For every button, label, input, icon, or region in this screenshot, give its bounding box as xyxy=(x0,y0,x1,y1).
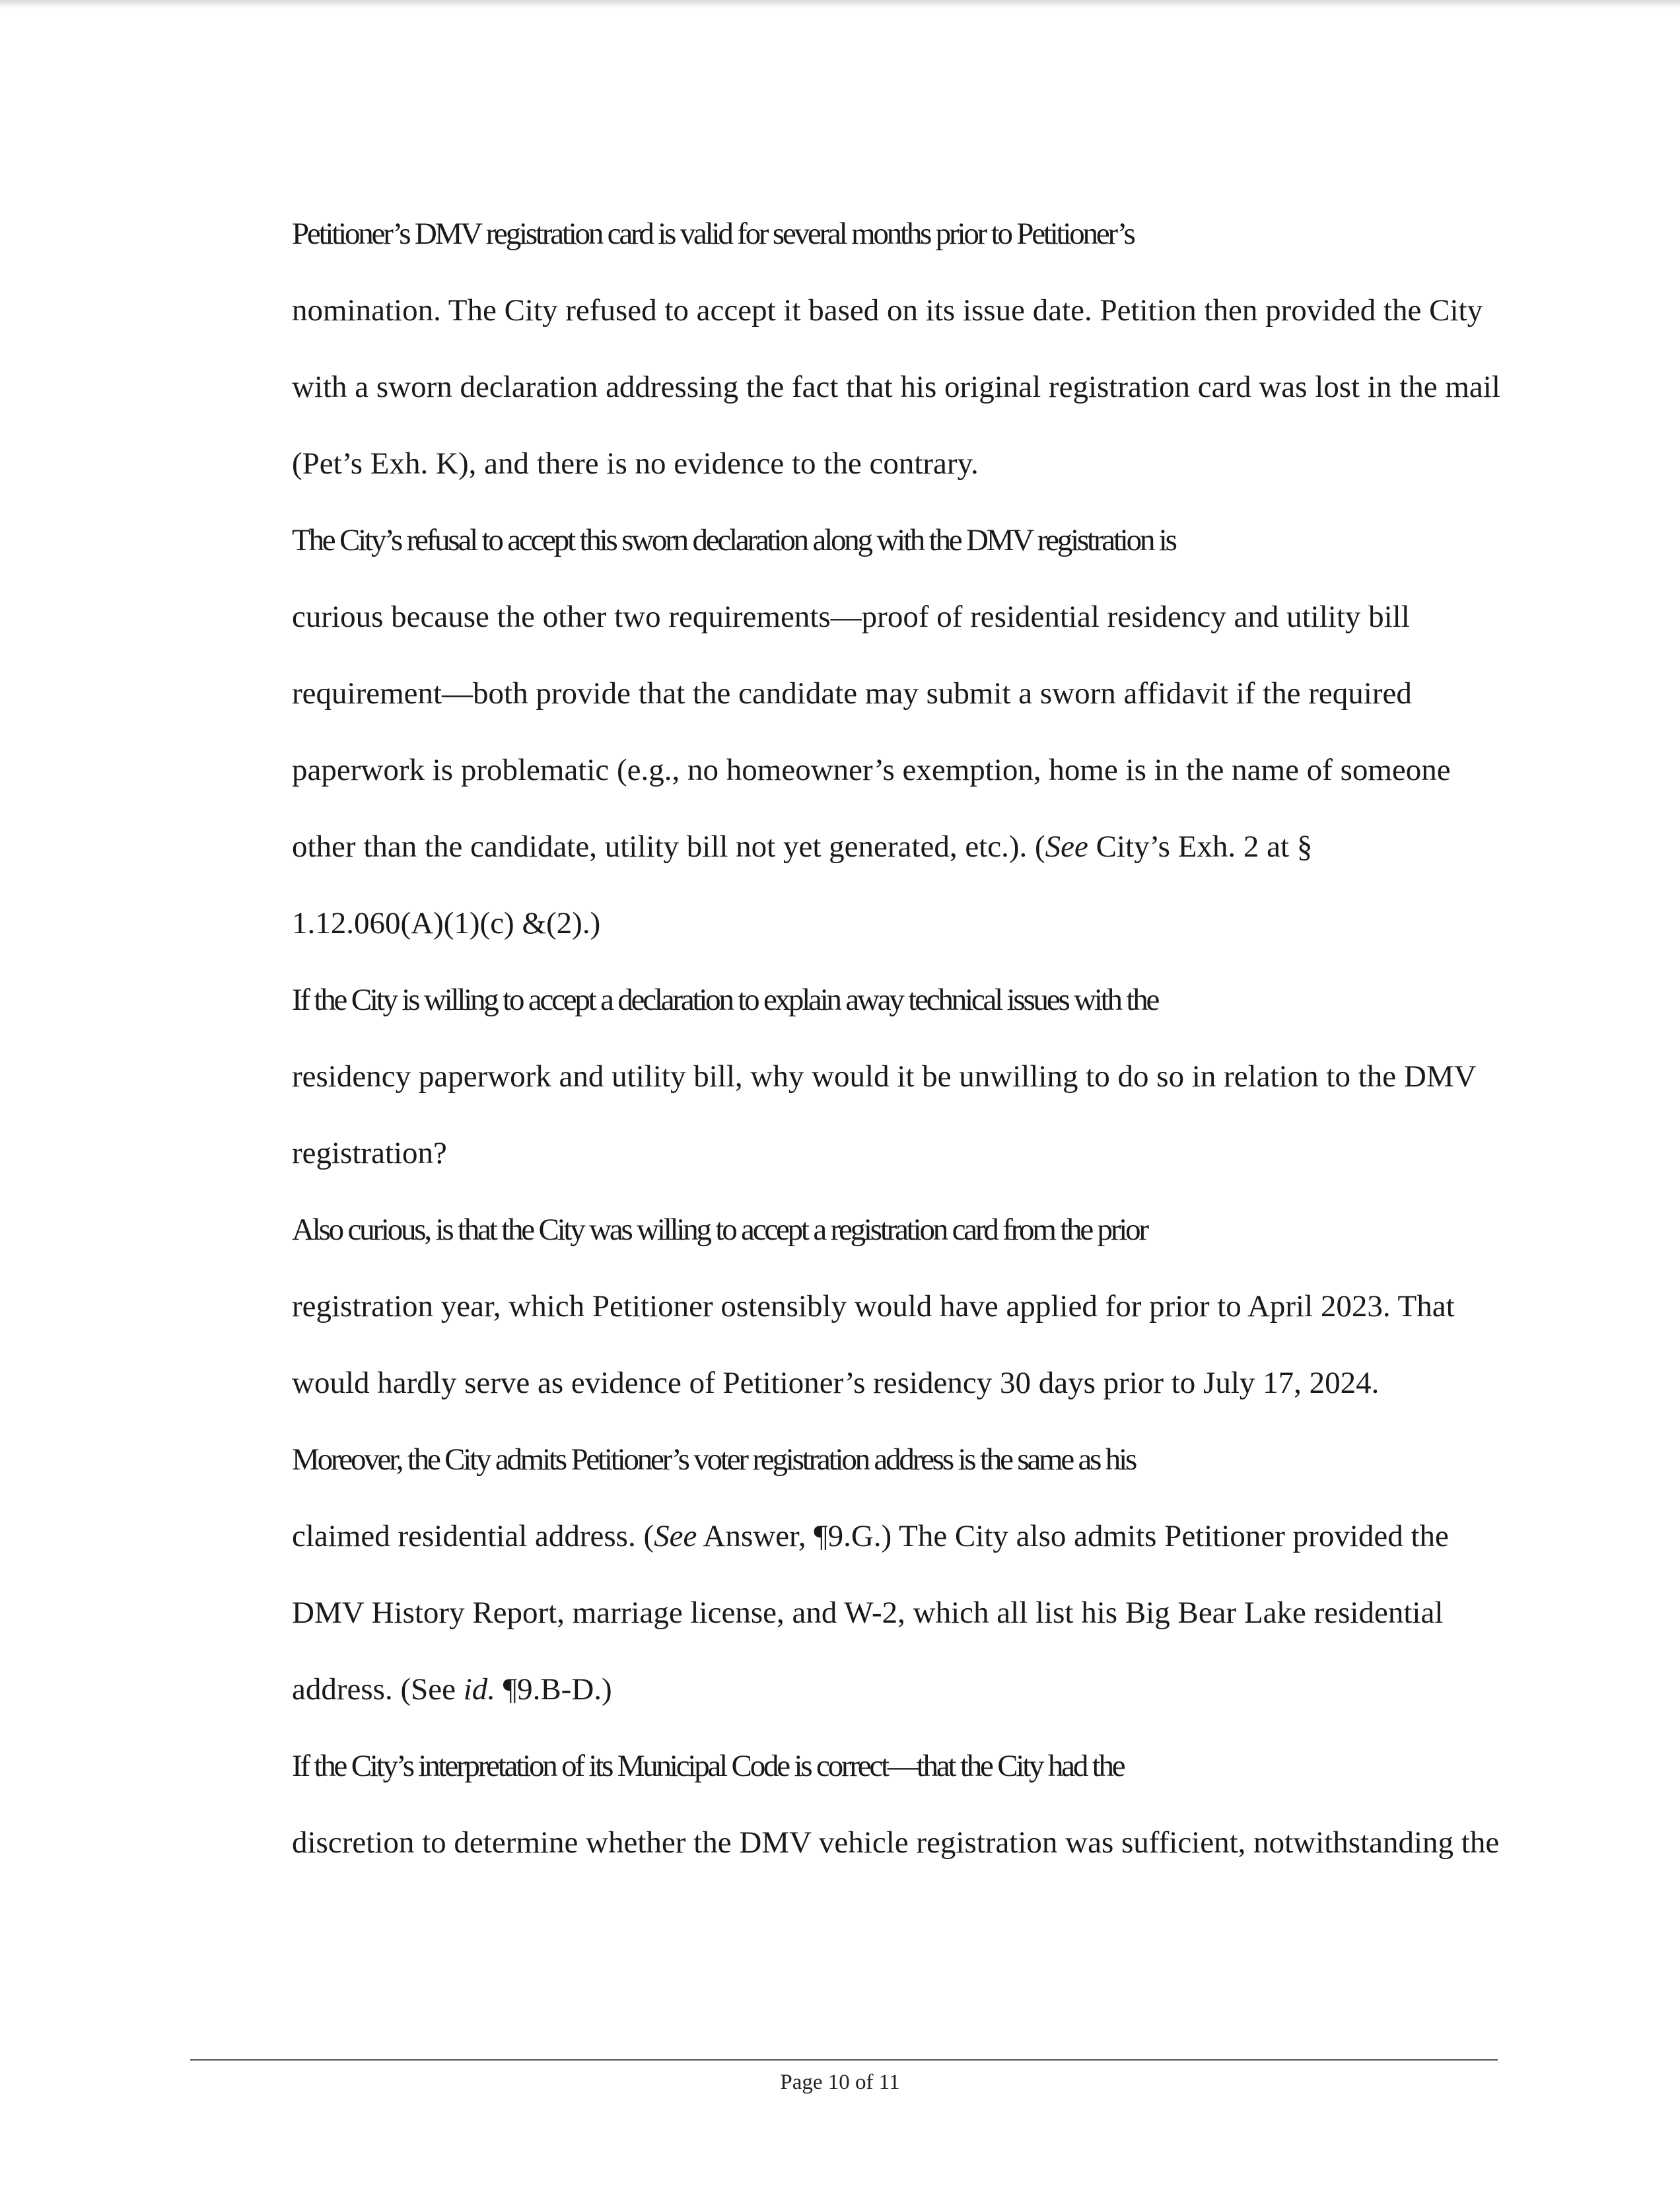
text-line: registration year, which Petitioner ostensibly would have applied for prior to April 2023. That xyxy=(292,1289,1455,1323)
text-line: Petitioner’s DMV registration card is valid for several months prior to Petitioner’s xyxy=(292,217,1134,251)
text-line: registration? xyxy=(292,1136,447,1170)
text-line: DMV History Report, marriage license, and W-2, which all list his Big Bear Lake residential xyxy=(292,1596,1444,1630)
text-line: discretion to determine whether the DMV vehicle registration was sufficient, notwithstanding the xyxy=(292,1825,1500,1860)
document-body xyxy=(192,195,1506,1881)
citation-signal: See xyxy=(1045,829,1088,864)
paragraph-municipal-code xyxy=(192,1728,1506,1881)
text-line: paperwork is problematic (e.g., no homeowner’s exemption, home is in the name of someone xyxy=(292,753,1451,787)
paragraph-dmv-registration xyxy=(192,195,1506,502)
scan-top-edge xyxy=(0,0,1680,9)
text-line: Also curious, is that the City was willing to accept a registration card from the prior xyxy=(292,1213,1147,1247)
text-line: If the City is willing to accept a declaration to explain away technical issues with the xyxy=(292,983,1158,1017)
paragraph-voter-registration xyxy=(192,1421,1506,1728)
text-line: with a sworn declaration addressing the fact that his original registration card was lost in the mail xyxy=(292,370,1500,404)
page-number: Page 10 of 11 xyxy=(780,2070,900,2094)
paragraph-city-refusal xyxy=(192,502,1506,962)
text-run: other than the candidate, utility bill not yet generated, etc.). ( xyxy=(292,829,1045,864)
citation-signal: id. xyxy=(463,1672,496,1707)
text-line: curious because the other two requirements—proof of residential residency and utility bill xyxy=(292,600,1410,634)
text-line: requirement—both provide that the candidate may submit a sworn affidavit if the required xyxy=(292,676,1412,711)
text-run: ¶9.B-D.) xyxy=(495,1672,612,1707)
text-line: Moreover, the City admits Petitioner’s voter registration address is the same as his xyxy=(292,1442,1136,1477)
text-run: address. (See xyxy=(292,1672,464,1707)
text-run: claimed residential address. ( xyxy=(292,1519,654,1553)
text-line: nomination. The City refused to accept it based on its issue date. Petition then provided the City xyxy=(292,293,1483,328)
text-line: The City’s refusal to accept this sworn declaration along with the DMV registration is xyxy=(292,523,1175,557)
text-run: Answer, ¶9.G.) The City also admits Petitioner provided the xyxy=(697,1519,1449,1553)
text-run: City’s Exh. 2 at § xyxy=(1088,829,1313,864)
text-line: If the City’s interpretation of its Municipal Code is correct—that the City had the xyxy=(292,1749,1124,1783)
text-line xyxy=(192,1651,1506,1728)
text-line: (Pet’s Exh. K), and there is no evidence to the contrary. xyxy=(292,446,979,481)
paragraph-prior-registration xyxy=(192,1191,1506,1421)
paragraph-declaration-question xyxy=(192,962,1506,1191)
text-line: residency paperwork and utility bill, why would it be unwilling to do so in relation to the DMV xyxy=(292,1059,1477,1094)
text-line: 1.12.060(A)(1)(c) &(2).) xyxy=(292,906,601,940)
text-line xyxy=(192,808,1506,885)
footer-divider xyxy=(190,2059,1498,2061)
text-line: would hardly serve as evidence of Petitioner’s residency 30 days prior to July 17, 2024. xyxy=(292,1366,1380,1400)
citation-signal: See xyxy=(654,1519,697,1553)
text-line xyxy=(192,1498,1506,1574)
